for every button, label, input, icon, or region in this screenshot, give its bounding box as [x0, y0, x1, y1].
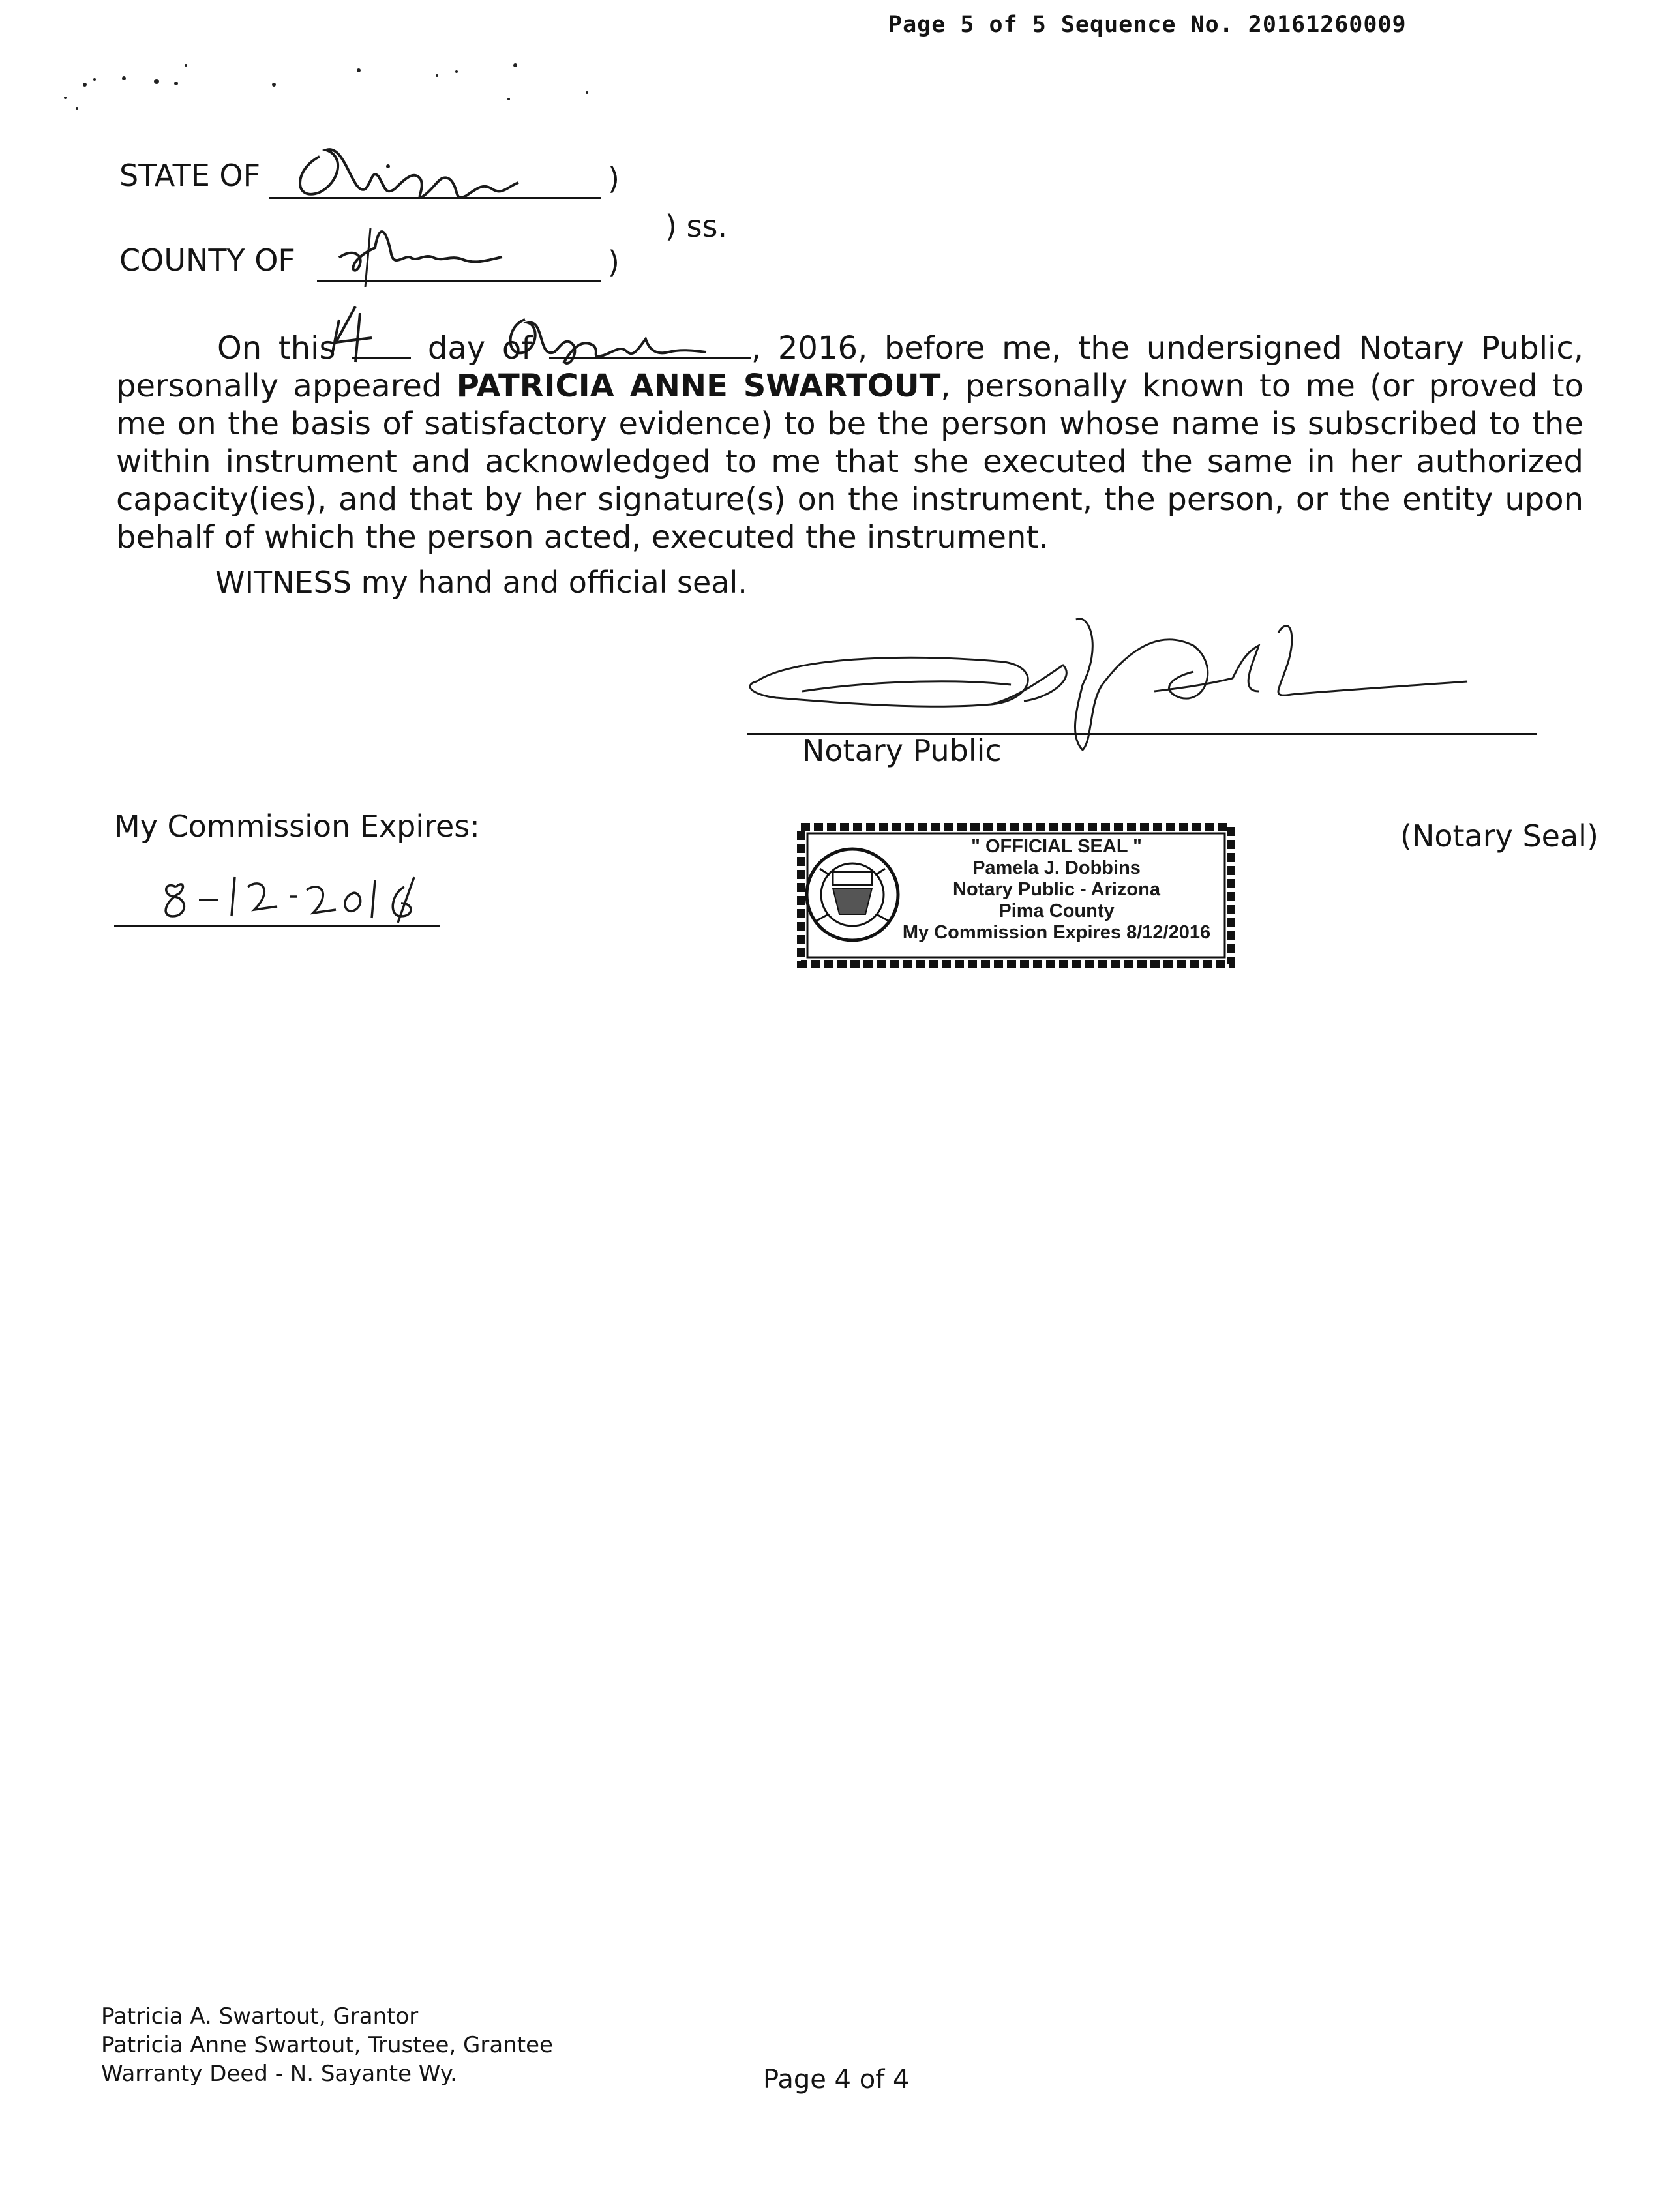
footer-grantee: Patricia Anne Swartout, Trustee, Grantee	[101, 2032, 553, 2058]
day-blank	[352, 323, 411, 359]
seal-line-expires: My Commission Expires 8/12/2016	[902, 922, 1211, 943]
seal-line-name: Pamela J. Dobbins	[972, 858, 1141, 878]
county-label: COUNTY OF	[119, 243, 295, 278]
footer-deed: Warranty Deed - N. Sayante Wy.	[101, 2061, 457, 2087]
footer-parties	[101, 2002, 553, 2088]
month-blank	[549, 323, 751, 359]
day-of-label: day of	[427, 330, 533, 366]
seal-line-title: Notary Public - Arizona	[953, 879, 1160, 900]
acknowledgment-paragraph	[116, 323, 1583, 556]
seal-line-county: Pima County	[998, 901, 1115, 921]
official-seal-stamp	[797, 823, 1235, 968]
state-paren: )	[608, 161, 620, 196]
notary-public-label: Notary Public	[802, 733, 1002, 768]
page-sequence-header: Page 5 of 5 Sequence No. 20161260009	[888, 12, 1407, 38]
seal-text	[887, 836, 1226, 944]
scan-specks	[59, 52, 620, 117]
ss-label: ) ss.	[665, 209, 728, 244]
commission-line	[114, 925, 440, 927]
footer-grantor: Patricia A. Swartout, Grantor	[101, 2003, 419, 2029]
commission-label: My Commission Expires:	[114, 809, 480, 844]
intro-prefix: On this	[217, 330, 336, 366]
seal-line-official: " OFFICIAL SEAL "	[971, 836, 1142, 857]
acknowledgment-body: , personally known to me (or proved to me on the basis of satisfactory evidence) to be the person whose name is subscribed to the within instrument and acknowledged to me that she executed the same in her authorized capacity(ies), and that by her signature(s) on the instrument, the person, or the entity upon behalf of which the person acted, executed the instrument.	[116, 368, 1583, 556]
intro-after: , 2016, before me, the undersigned Notary Public, personally appeared	[116, 330, 1584, 404]
witness-text: WITNESS my hand and official seal.	[215, 565, 747, 600]
state-label: STATE OF	[119, 158, 261, 193]
notary-seal-label: (Notary Seal)	[1400, 818, 1598, 854]
footer-page-number: Page 4 of 4	[763, 2065, 910, 2095]
county-paren: )	[608, 245, 620, 280]
commission-date-handwriting	[157, 867, 443, 926]
person-name: PATRICIA ANNE SWARTOUT	[456, 368, 941, 404]
county-handwriting	[313, 202, 548, 287]
